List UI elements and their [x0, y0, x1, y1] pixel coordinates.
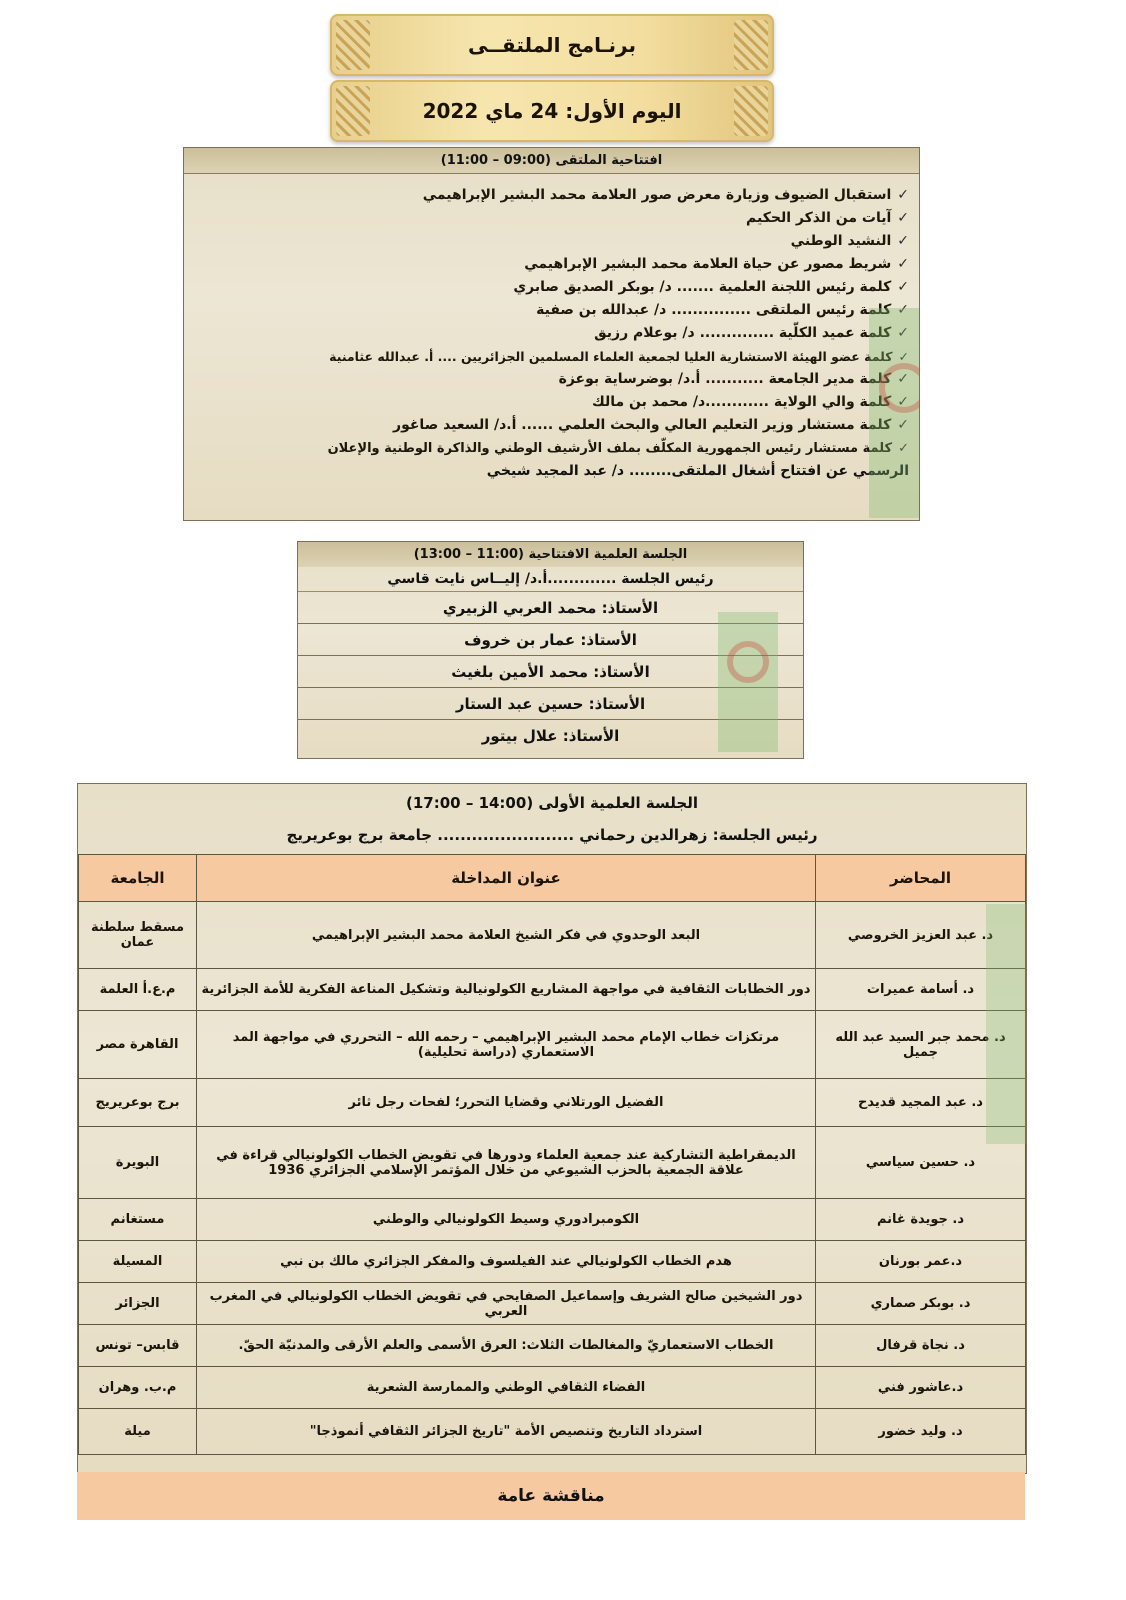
col-topic: عنوان المداخلة [197, 855, 816, 902]
opening-panel [183, 147, 920, 521]
list-item: ✓كلمة رئيس اللجنة العلمية ....... د/ بوبكر الصديق صابري [513, 279, 909, 295]
table-row: د. حسين سياسي الديمقراطية التشاركية عند جمعية العلماء ودورها في تقويض الخطاب الكولونيالي قراءة في علاقة الجمعية بالحزب الشيوعي من خلال المؤتمر الإسلامي الجزائري 1936 البويرة [79, 1127, 1026, 1199]
table-row: د.عمر بورنان هدم الخطاب الكولونيالي عند الفيلسوف والمفكر الجزائري مالك بن نبي المسيلة [79, 1241, 1026, 1283]
first-session-panel [77, 783, 1027, 1474]
opening-session-panel [297, 541, 804, 759]
list-item: ✓شريط مصور عن حياة العلامة محمد البشير الإبراهيمي [524, 256, 909, 272]
list-item: ✓كلمة مستشار رئيس الجمهورية المكلّف بملف الأرشيف الوطني والذاكرة الوطنية والإعلان [327, 441, 909, 456]
check-icon: ✓ [897, 256, 909, 272]
check-icon: ✓ [897, 187, 909, 203]
check-icon: ✓ [897, 325, 909, 341]
list-item: ✓كلمة عضو الهيئة الاستشارية العليا لجمعية العلماء المسلمين الجزائريين .... أ. عبدالله عثامنية [329, 349, 909, 364]
list-item: ✓كلمة مستشار وزير التعليم العالي والبحث العلمي ...... أ.د/ السعيد صاغور [393, 417, 909, 433]
check-icon: ✓ [897, 279, 909, 295]
opening-closing-line: الرسمي عن افتتاح أشغال الملتقى........ د/ عبد المجيد شيخي [486, 463, 909, 479]
check-icon: ✓ [898, 441, 909, 456]
list-item: ✓استقبال الضيوف وزيارة معرض صور العلامة محمد البشير الإبراهيمي [422, 187, 909, 203]
check-icon: ✓ [897, 210, 909, 226]
opening-session-chair: رئيس الجلسة .............أ.د/ إليــاس نايت قاسي [298, 567, 803, 592]
table-row: د.عاشور فني الفضاء الثقافي الوطني والممارسة الشعرية م.ب. وهران [79, 1367, 1026, 1409]
check-icon: ✓ [897, 302, 909, 318]
col-university: الجامعة [79, 855, 197, 902]
list-item: ✓كلمة مدير الجامعة ........... أ.د/ بوضرساية بوعزة [558, 371, 909, 387]
opening-session-header: الجلسة العلمية الافتتاحية (11:00 – 13:00) [298, 542, 803, 567]
first-session-chair: رئيس الجلسة: زهرالدين رحماني ........................ جامعة برج بوعريريج [286, 826, 818, 844]
check-icon: ✓ [897, 233, 909, 249]
day-title-banner [330, 80, 774, 142]
list-item: ✓كلمة والي الولاية ............د/ محمد بن مالك [591, 394, 909, 410]
list-item: ✓كلمة عميد الكلّية .............. د/ بوعلام رزيق [594, 325, 909, 341]
day-title: اليوم الأول: 24 ماي 2022 [422, 99, 682, 123]
check-icon: ✓ [897, 394, 909, 410]
table-row: د. بوبكر صماري دور الشيخين صالح الشريف وإسماعيل الصفايحي في تقويض الخطاب الكولونيالي في المغرب العربي الجزائر [79, 1283, 1026, 1325]
opening-header: افتتاحية الملتقى (09:00 – 11:00) [184, 148, 919, 174]
program-title: برنـامج الملتقــى [468, 33, 636, 57]
table-row: د. وليد خضور استرداد التاريخ وتنصيص الأمة "تاريخ الجزائر الثقافي أنموذجا" ميلة [79, 1409, 1026, 1455]
table-row: د. محمد جبر السيد عبد الله جميل مرتكزات خطاب الإمام محمد البشير الإبراهيمي – رحمه الله – التحرري في مواجهة المد الاستعماري (دراسة تحليلية) القاهرة مصر [79, 1011, 1026, 1079]
table-row: د. عبد المجيد قديدح الفضيل الورتلاني وقضايا التحرر؛ لفحات رجل ثائر برج بوعريريج [79, 1079, 1026, 1127]
table-row: د. نجاة قرفال الخطاب الاستعماريّ والمغالطات الثلاث: العرق الأسمى والعلم الأرقى والمدنيّة الحقّ. قابس– تونس [79, 1325, 1026, 1367]
sessions-table [78, 854, 1026, 1455]
speaker-row: الأستاذ: حسين عبد الستار [298, 688, 803, 720]
first-session-title: الجلسة العلمية الأولى (14:00 – 17:00) [406, 794, 698, 812]
table-row: د. أسامة عميرات دور الخطابات الثقافية في مواجهة المشاريع الكولونيالية وتشكيل المناعة الفكرية للأمة الجزائرية م.ع.أ العلمة [79, 969, 1026, 1011]
general-discussion: مناقشة عامة [77, 1472, 1025, 1520]
list-item: ✓كلمة رئيس الملتقى ............... د/ عبدالله بن صفية [536, 302, 909, 318]
list-item: ✓آيات من الذكر الحكيم [746, 210, 909, 226]
speaker-row: الأستاذ: عمار بن خروف [298, 624, 803, 656]
table-row: د. عبد العزيز الخروصي البعد الوحدوي في فكر الشيخ العلامة محمد البشير الإبراهيمي مسقط سلطنة عمان [79, 902, 1026, 969]
list-item: ✓النشيد الوطني [790, 233, 909, 249]
speaker-row: الأستاذ: محمد الأمين بلغيث [298, 656, 803, 688]
check-icon: ✓ [897, 417, 909, 433]
speaker-row: الأستاذ: علال بيتور [481, 726, 620, 745]
program-title-banner [330, 14, 774, 76]
col-lecturer: المحاضر [816, 855, 1026, 902]
speaker-row: الأستاذ: محمد العربي الزبيري [298, 592, 803, 624]
opening-list [184, 174, 919, 460]
check-icon: ✓ [898, 349, 909, 364]
table-row: د. جويدة غانم الكومبرادوري وسيط الكولونيالي والوطني مستغانم [79, 1199, 1026, 1241]
check-icon: ✓ [897, 371, 909, 387]
